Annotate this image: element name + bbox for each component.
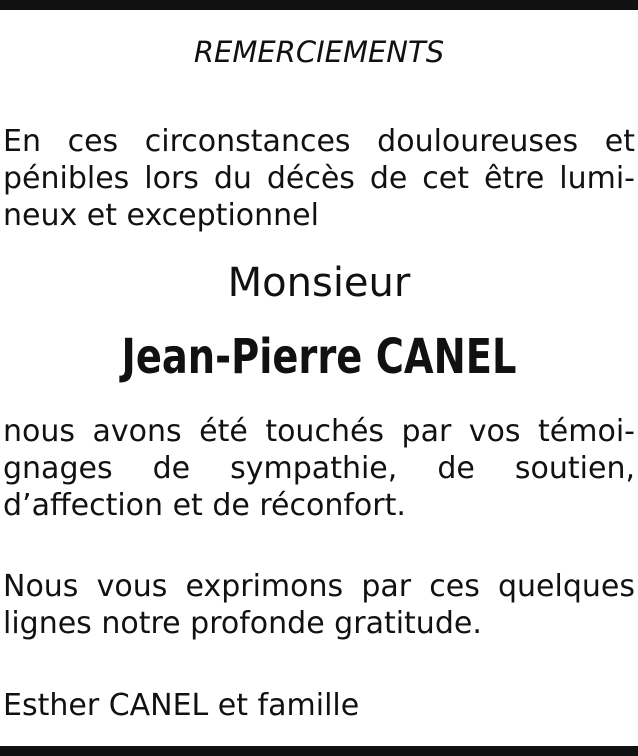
intro-paragraph: En ces circonstances douloureuses et pénibles lors du décès de cet être lumineux et exceptionnel <box>3 124 635 233</box>
bottom-border <box>0 746 638 756</box>
thanks-paragraph: nous avons été touchés par vos témoignages de sympathie, de soutien, d’affection et de réconfort. <box>3 414 635 523</box>
deceased-title: Monsieur <box>227 260 411 306</box>
notice-heading: REMERCIEMENTS <box>193 35 445 69</box>
signature: Esther CANEL et famille <box>3 688 360 723</box>
deceased-name: Jean-Pierre CANEL <box>121 329 517 385</box>
top-border <box>0 0 638 10</box>
gratitude-paragraph: Nous vous exprimons par ces quelques lignes notre profonde gratitude. <box>3 569 635 641</box>
